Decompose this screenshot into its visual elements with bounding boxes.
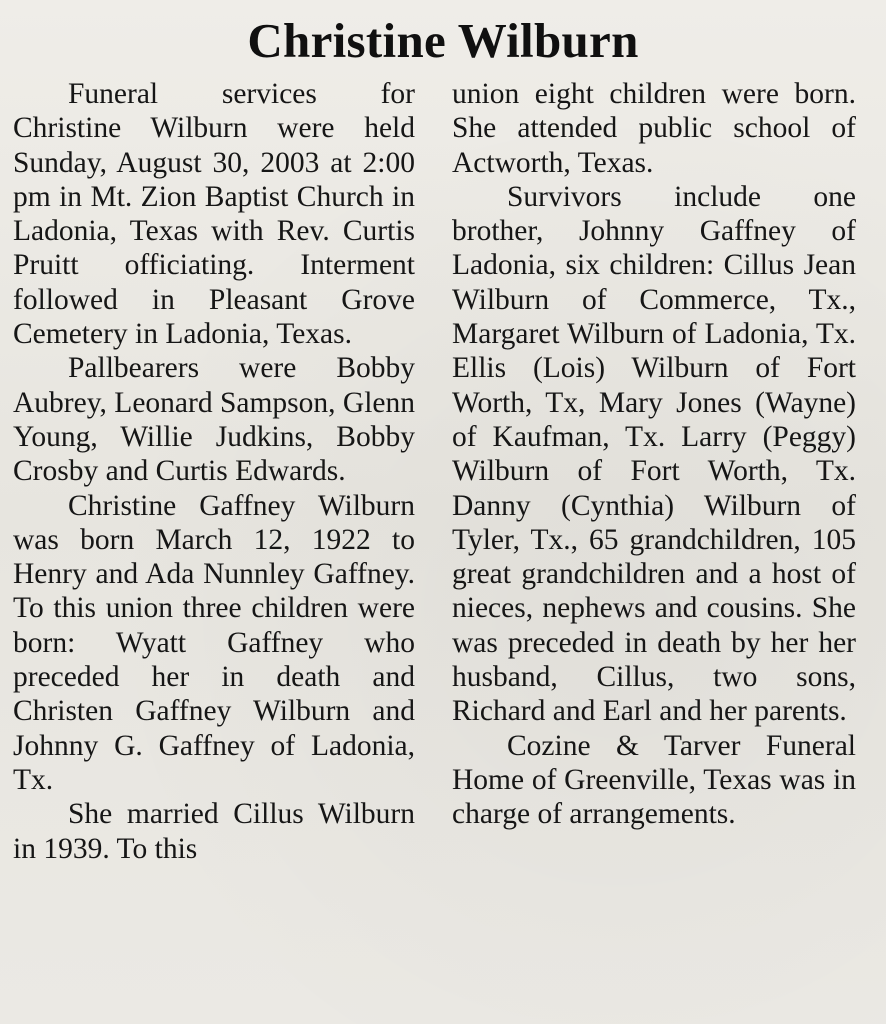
- paragraph-survivors: Survivors include one brother, Johnny Gaffney of Ladonia, six children: Cillus Jean Wilburn of Commerce, Tx., Margaret Wilburn of Ladonia, Tx. Ellis (Lois) Wilburn of Fort Worth, Tx, Mary Jones (Wayne) of Kaufman, Tx. Larry (Peggy) Wilburn of Fort Worth, Tx. Danny (Cynthia) Wilburn of Tyler, Tx., 65 grandchildren, 105 great grandchildren and a host of nieces, nephews and cousins. She was preceded in death by her her husband, Cillus, two sons, Richard and Earl and her parents.: [452, 180, 856, 728]
- right-column: [452, 77, 856, 832]
- paragraph-funeral-services: Funeral services for Christine Wilburn were held Sunday, August 30, 2003 at 2:00 pm in Mt. Zion Baptist Church in Ladonia, Texas with Rev. Curtis Pruitt officiating. Interment followed in Pleasant Grove Cemetery in Ladonia, Texas.: [13, 78, 415, 351]
- paragraph-pallbearers: Pallbearers were Bobby Aubrey, Leonard Sampson, Glenn Young, Willie Judkins, Bobby Crosby and Curtis Edwards.: [13, 352, 415, 488]
- paragraph-marriage: She married Cillus Wilburn in 1939. To this: [13, 798, 415, 865]
- obituary-title: Christine Wilburn: [247, 13, 639, 68]
- left-column: [13, 77, 415, 866]
- paragraph-funeral-home: Cozine & Tarver Funeral Home of Greenville, Texas was in charge of arrangements.: [452, 729, 856, 831]
- paragraph-marriage-continued: union eight children were born. She attended public school of Actworth, Texas.: [452, 78, 856, 179]
- paragraph-birth: Christine Gaffney Wilburn was born March 12, 1922 to Henry and Ada Nunnley Gaffney. To this union three children were born: Wyatt Gaffney who preceded her in death and Christen Gaffney Wilburn and Johnny G. Gaffney of Ladonia, Tx.: [13, 489, 415, 796]
